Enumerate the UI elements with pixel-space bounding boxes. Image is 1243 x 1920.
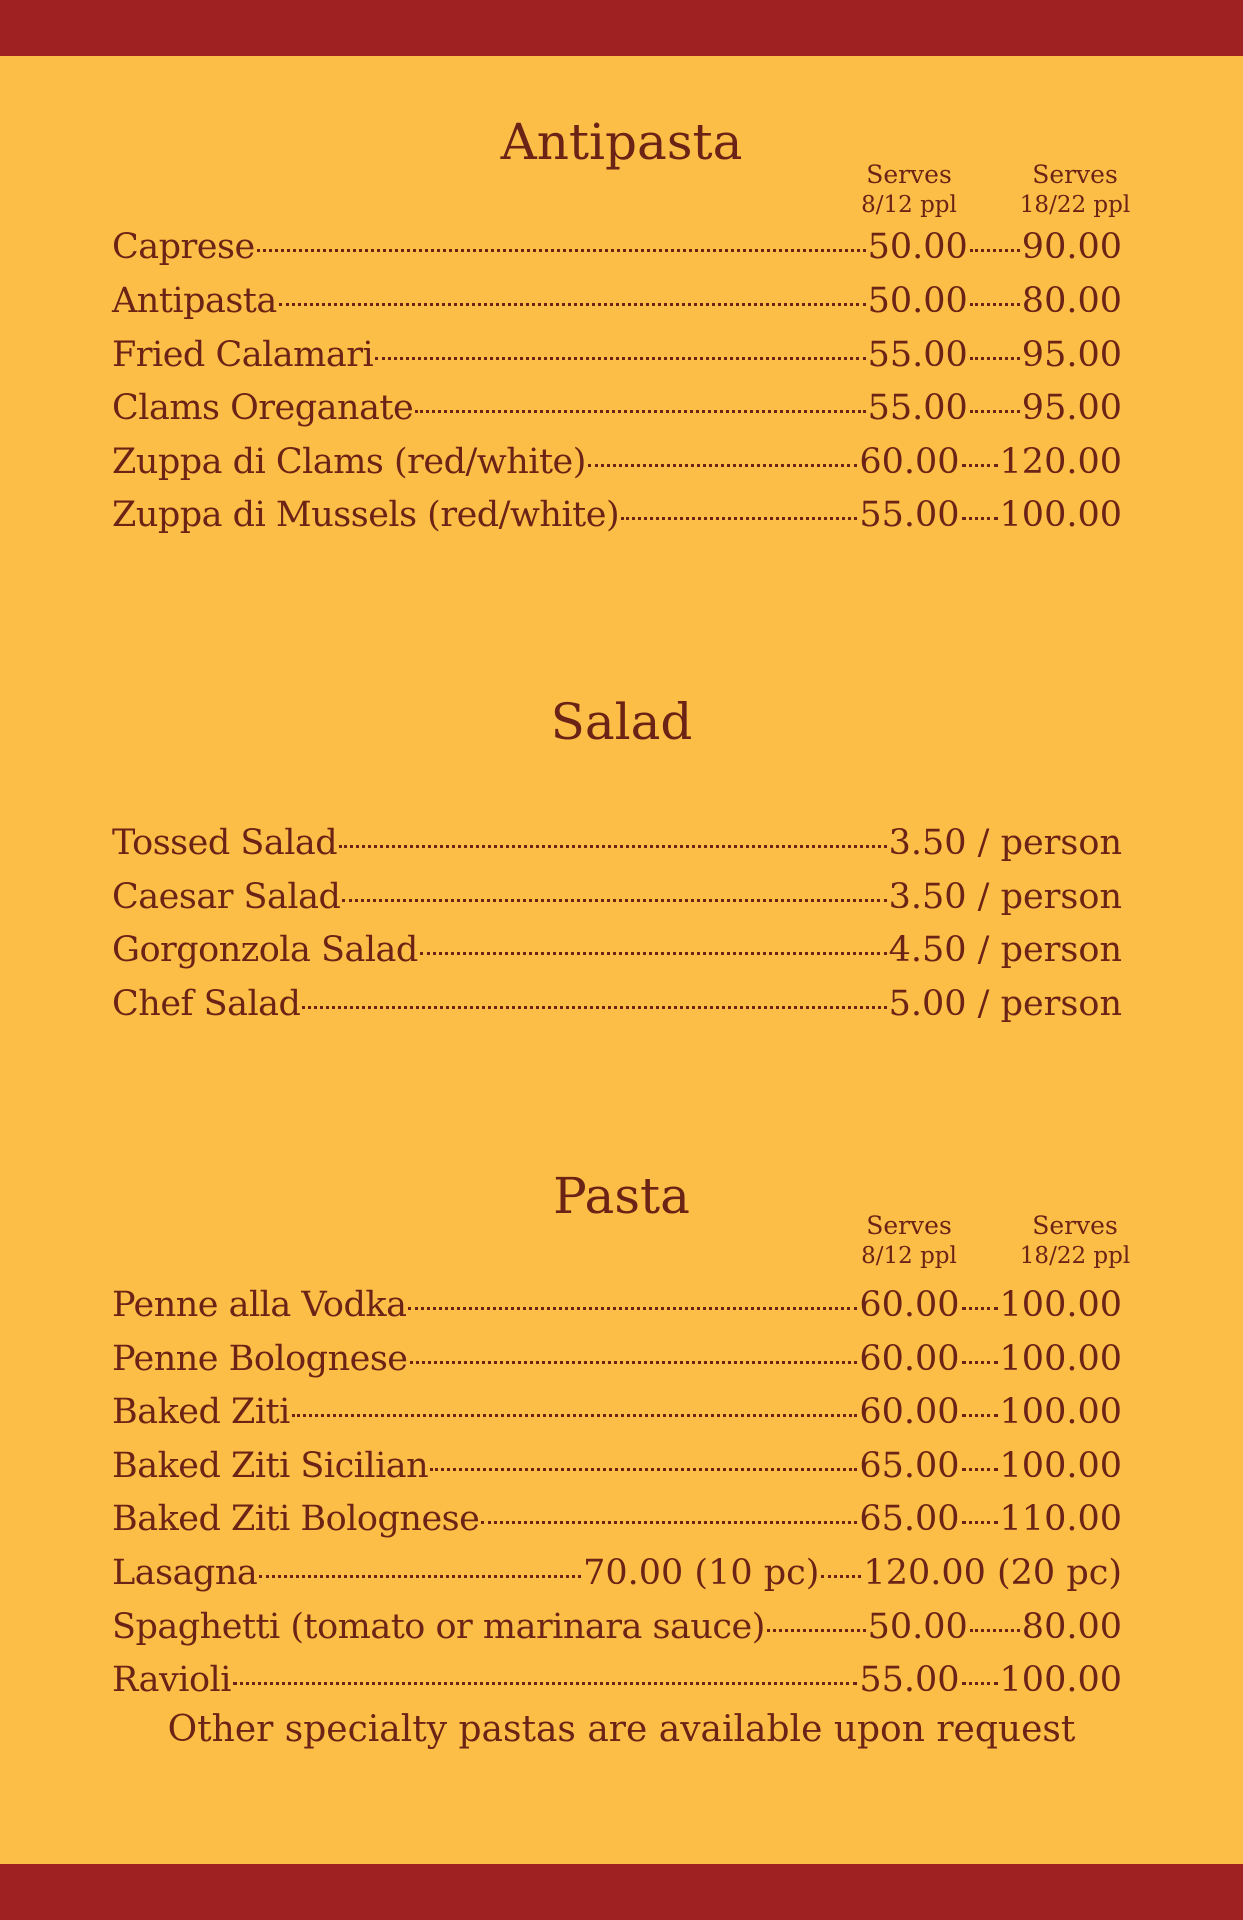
- leader-dots: [408, 1307, 857, 1310]
- leader-dots: [588, 464, 857, 467]
- leader-dots: [970, 410, 1020, 413]
- price-large: 100.00: [999, 1339, 1122, 1379]
- menu-row-baked-ziti: [112, 1387, 1122, 1437]
- col1-line1: Serves: [866, 1211, 952, 1240]
- menu-row-fried-calamari: [112, 330, 1122, 380]
- item-name: Antipasta: [112, 281, 277, 321]
- specialty-pasta-note: Other specialty pastas are available upon request: [167, 1709, 1076, 1750]
- item-name: Lasagna: [112, 1553, 258, 1593]
- leader-dots: [962, 1414, 998, 1417]
- leader-dots: [339, 845, 886, 848]
- menu-row-baked-ziti-bolognese: [112, 1494, 1122, 1544]
- leader-dots: [279, 303, 866, 306]
- leader-dots: [259, 1575, 581, 1578]
- leader-dots: [410, 1361, 858, 1364]
- price-small: 70.00 (10 pc): [583, 1553, 820, 1593]
- col1-line2: 8/12 ppl: [861, 1243, 957, 1269]
- leader-dots: [821, 1575, 861, 1578]
- antipasta-col1-header: [834, 160, 984, 220]
- pasta-col2-header: [1000, 1211, 1150, 1271]
- price-per-person: 3.50 / person: [888, 877, 1122, 917]
- item-name: Penne Bolognese: [112, 1339, 408, 1379]
- antipasta-col2-header: [1000, 160, 1150, 220]
- col2-line2: 18/22 ppl: [1019, 1243, 1131, 1269]
- price-per-person: 4.50 / person: [888, 930, 1122, 970]
- leader-dots: [970, 357, 1020, 360]
- price-large: 95.00: [1021, 335, 1122, 375]
- price-large: 100.00: [999, 1660, 1122, 1700]
- price-small: 60.00: [859, 1392, 960, 1432]
- leader-dots: [962, 1682, 998, 1685]
- price-small: 55.00: [867, 388, 968, 428]
- price-small: 60.00: [859, 1285, 960, 1325]
- item-name: Chef Salad: [112, 984, 301, 1024]
- leader-dots: [420, 952, 887, 955]
- menu-row-clams-oreganate: [112, 383, 1122, 433]
- price-small: 60.00: [859, 1339, 960, 1379]
- leader-dots: [962, 517, 998, 520]
- col2-line2: 18/22 ppl: [1019, 192, 1131, 218]
- leader-dots: [481, 1521, 857, 1524]
- price-large: 110.00: [999, 1499, 1122, 1539]
- item-name: Baked Ziti: [112, 1392, 290, 1432]
- price-small: 60.00: [859, 442, 960, 482]
- item-name: Ravioli: [112, 1660, 231, 1700]
- leader-dots: [970, 249, 1020, 252]
- leader-dots: [970, 303, 1020, 306]
- leader-dots: [767, 1629, 866, 1632]
- leader-dots: [430, 1468, 857, 1471]
- price-large: 120.00: [999, 442, 1122, 482]
- item-name: Fried Calamari: [112, 335, 374, 375]
- menu-row-zuppa-mussels: [112, 490, 1122, 540]
- leader-dots: [962, 1307, 998, 1310]
- leader-dots: [415, 410, 865, 413]
- item-name: Baked Ziti Bolognese: [112, 1499, 480, 1539]
- leader-dots: [302, 1006, 886, 1009]
- leader-dots: [962, 1361, 998, 1364]
- price-per-person: 3.50 / person: [888, 823, 1122, 863]
- price-large: 100.00: [999, 1285, 1122, 1325]
- price-large: 80.00: [1021, 1607, 1122, 1647]
- menu-row-lasagna: [112, 1548, 1122, 1598]
- leader-dots: [962, 464, 998, 467]
- price-small: 65.00: [859, 1499, 960, 1539]
- leader-dots: [962, 1521, 998, 1524]
- menu-row-penne-bolognese: [112, 1334, 1122, 1384]
- pasta-col1-header: [834, 1211, 984, 1271]
- menu-row-chef-salad: [112, 979, 1122, 1029]
- price-small: 55.00: [867, 335, 968, 375]
- menu-row-antipasta: [112, 276, 1122, 326]
- leader-dots: [342, 899, 886, 902]
- menu-row-gorgonzola-salad: [112, 925, 1122, 975]
- bottom-band: [0, 1864, 1243, 1920]
- menu-row-spaghetti: [112, 1602, 1122, 1652]
- col1-line1: Serves: [866, 160, 952, 189]
- menu-row-tossed-salad: [112, 818, 1122, 868]
- leader-dots: [970, 1629, 1020, 1632]
- item-name: Baked Ziti Sicilian: [112, 1446, 429, 1486]
- leader-dots: [621, 517, 857, 520]
- top-band: [0, 0, 1243, 56]
- menu-row-caesar-salad: [112, 872, 1122, 922]
- price-small: 50.00: [867, 1607, 968, 1647]
- menu-row-zuppa-clams: [112, 437, 1122, 487]
- price-large: 95.00: [1021, 388, 1122, 428]
- price-small: 50.00: [867, 281, 968, 321]
- item-name: Zuppa di Mussels (red/white): [112, 495, 620, 535]
- price-small: 50.00: [867, 227, 968, 267]
- item-name: Zuppa di Clams (red/white): [112, 442, 586, 482]
- col1-line2: 8/12 ppl: [861, 192, 957, 218]
- item-name: Penne alla Vodka: [112, 1285, 407, 1325]
- item-name: Clams Oreganate: [112, 388, 414, 428]
- leader-dots: [292, 1414, 858, 1417]
- price-small: 65.00: [859, 1446, 960, 1486]
- price-large: 120.00 (20 pc): [863, 1553, 1122, 1593]
- price-large: 100.00: [999, 1446, 1122, 1486]
- antipasta-title: Antipasta: [500, 113, 743, 171]
- item-name: Caprese: [112, 227, 255, 267]
- pasta-title: Pasta: [553, 1167, 690, 1225]
- price-large: 100.00: [999, 1392, 1122, 1432]
- item-name: Gorgonzola Salad: [112, 930, 418, 970]
- leader-dots: [962, 1468, 998, 1471]
- salad-title: Salad: [550, 693, 693, 751]
- price-per-person: 5.00 / person: [888, 984, 1122, 1024]
- price-large: 80.00: [1021, 281, 1122, 321]
- price-small: 55.00: [859, 495, 960, 535]
- item-name: Spaghetti (tomato or marinara sauce): [112, 1607, 765, 1647]
- menu-row-caprese: [112, 222, 1122, 272]
- leader-dots: [233, 1682, 857, 1685]
- item-name: Caesar Salad: [112, 877, 341, 917]
- menu-row-penne-vodka: [112, 1280, 1122, 1330]
- menu-row-ravioli: [112, 1655, 1122, 1705]
- leader-dots: [375, 357, 865, 360]
- menu-row-baked-ziti-sicilian: [112, 1441, 1122, 1491]
- col2-line1: Serves: [1032, 1211, 1118, 1240]
- col2-line1: Serves: [1032, 160, 1118, 189]
- price-large: 100.00: [999, 495, 1122, 535]
- price-small: 55.00: [859, 1660, 960, 1700]
- leader-dots: [257, 249, 866, 252]
- item-name: Tossed Salad: [112, 823, 338, 863]
- price-large: 90.00: [1021, 227, 1122, 267]
